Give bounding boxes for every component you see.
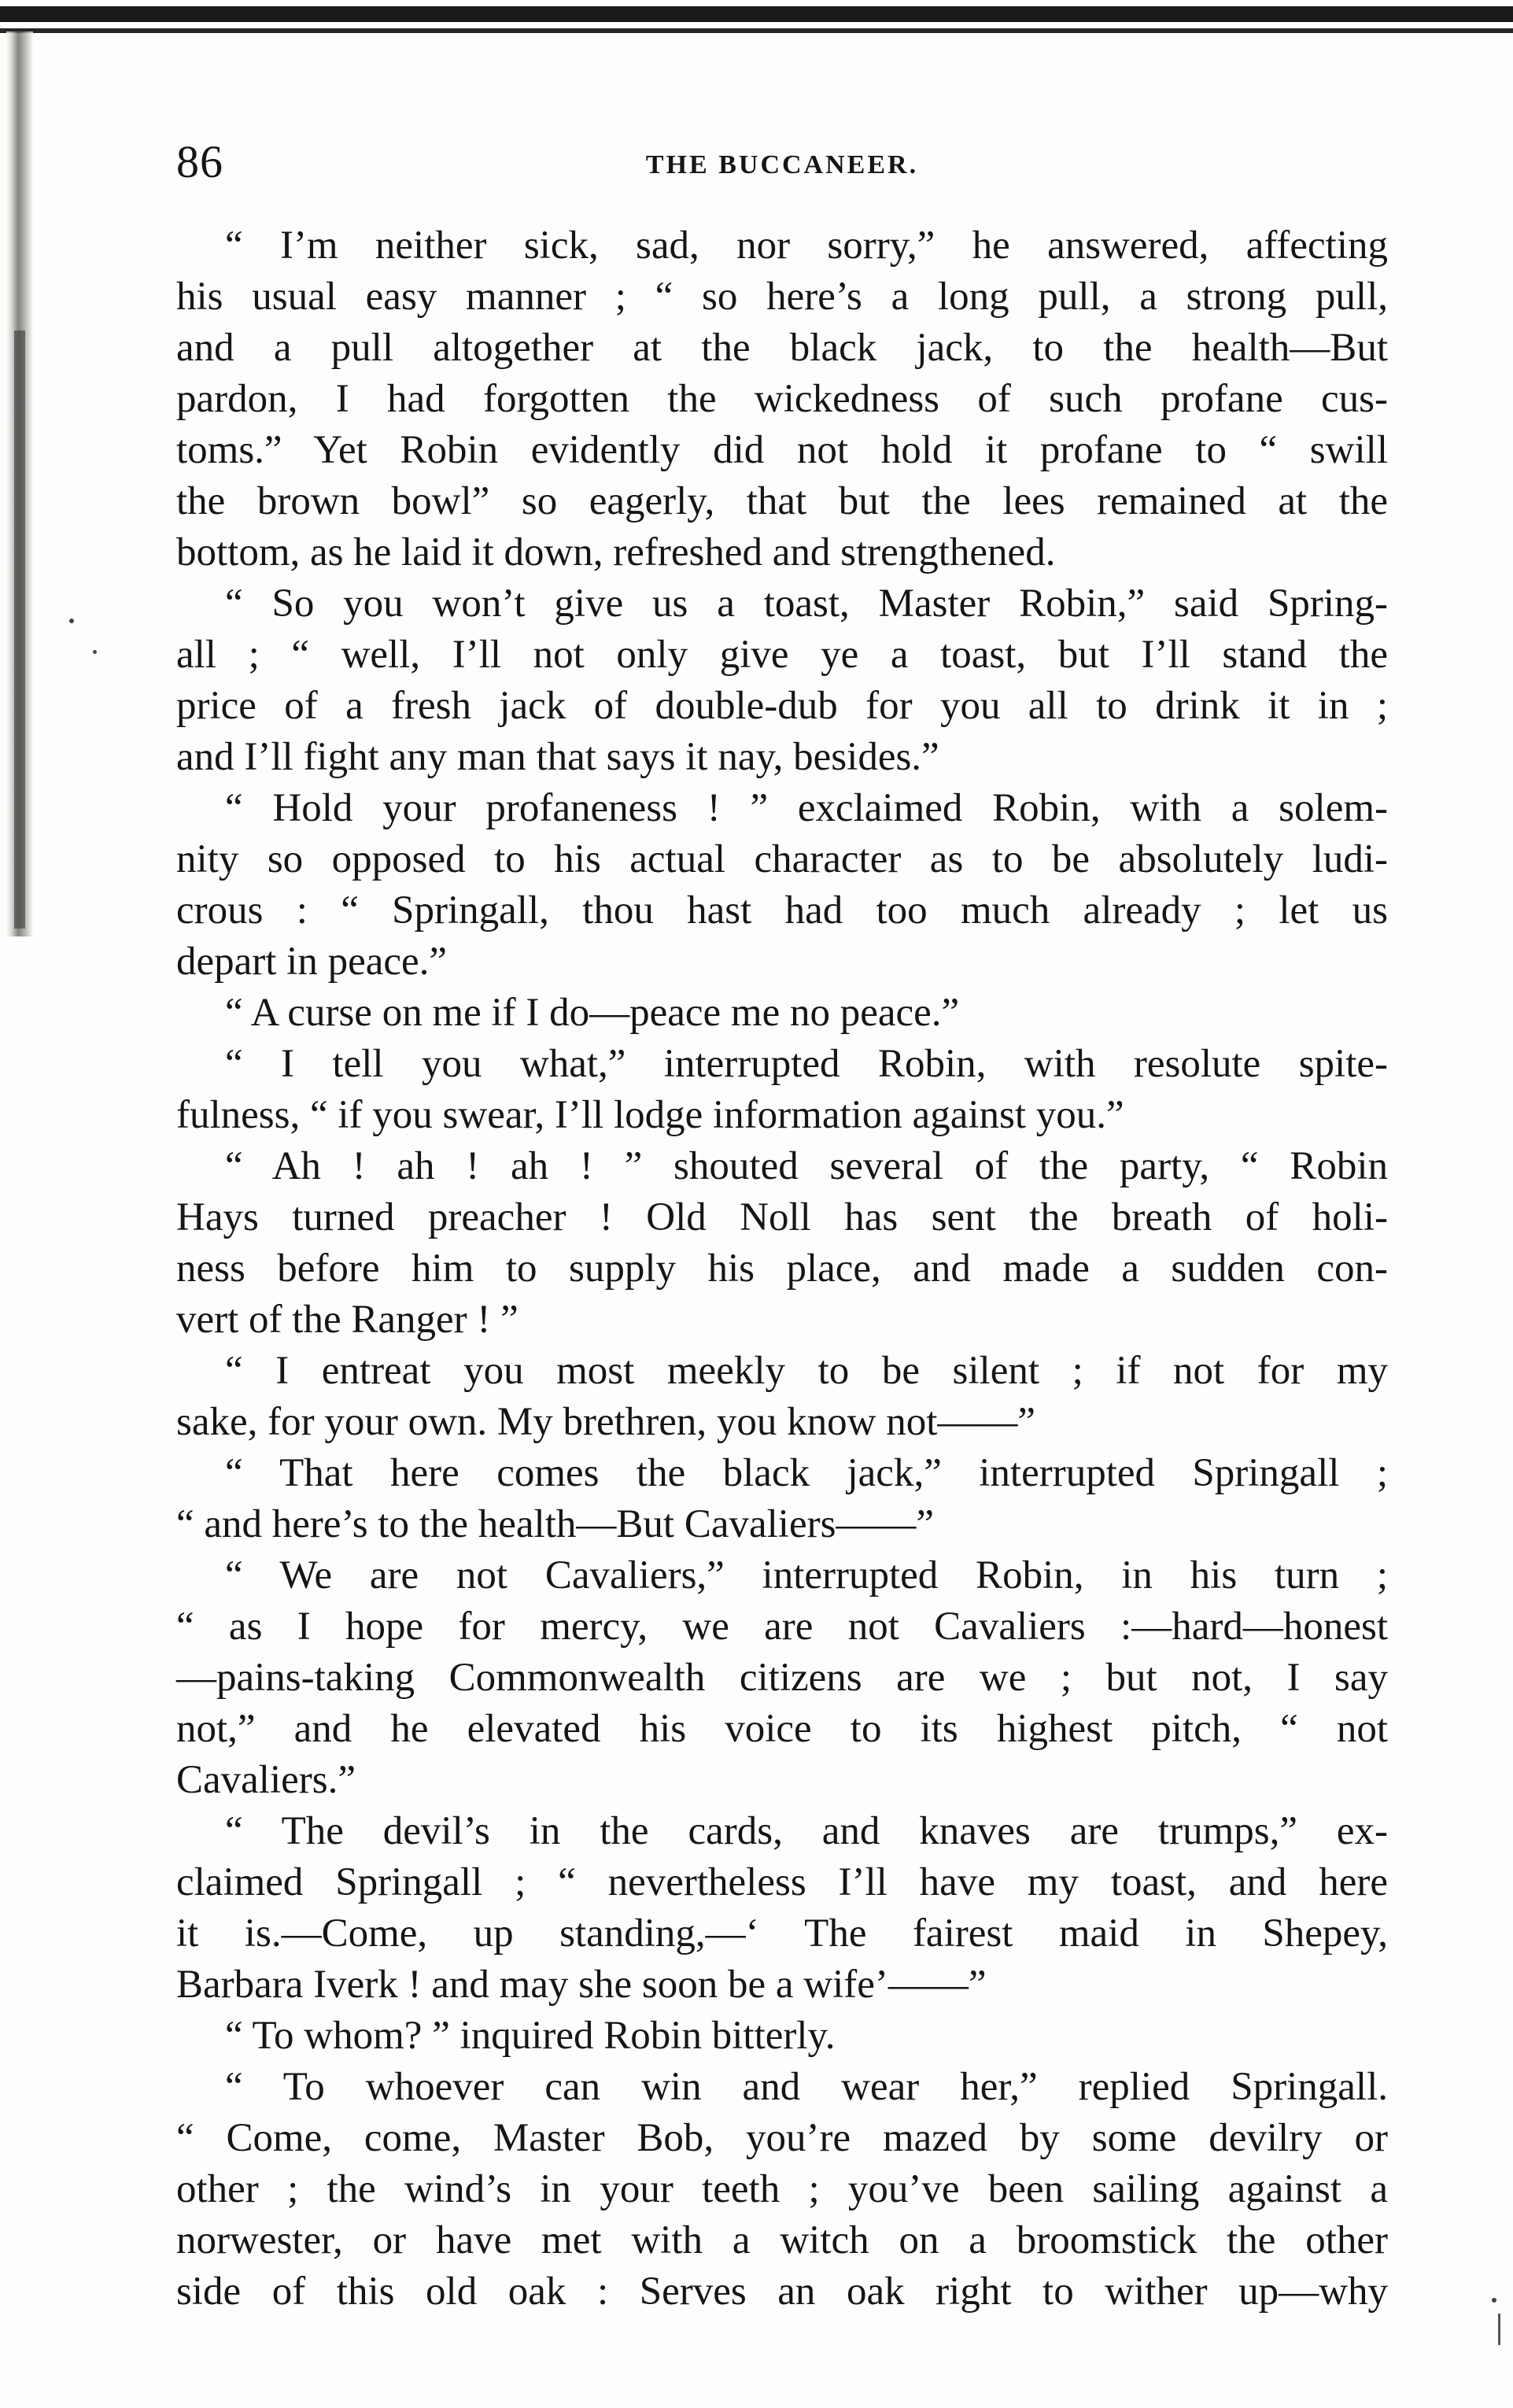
text-line: norwester, or have met with a witch on a broomstick the other [176,2218,1388,2262]
paragraph [176,578,1388,783]
text-line: “ and here’s to the health—But Cavaliers——” [176,1502,935,1546]
body-text [176,220,1388,2318]
text-line: not,” and he elevated his voice to its highest pitch, “ not [176,1707,1388,1751]
scan-top-rule [0,6,1513,22]
scan-speck [93,650,97,654]
text-line: side of this old oak : Serves an oak right to wither up—why [176,2270,1388,2314]
text-line: ness before him to supply his place, and made a sudden con- [176,1246,1388,1291]
page-header [176,131,1388,194]
paragraph [176,1550,1388,1806]
text-line: it is.—Come, up standing,—‘ The fairest maid in Shepey, [176,1911,1388,1956]
scan-speck [1492,2298,1496,2303]
paragraph [176,1346,1388,1448]
paragraph [176,1806,1388,2011]
text-line: “ I tell you what,” interrupted Robin, with resolute spite- [225,1042,1388,1086]
text-line: Barbara Iverk ! and may she soon be a wife’——” [176,1963,987,2007]
text-line: “ Come, come, Master Bob, you’re mazed by some devilry or [176,2116,1388,2160]
scan-speck [69,619,74,623]
text-line: the brown bowl” so eagerly, that but the lees remained at the [176,479,1388,523]
text-line: “ That here comes the black jack,” interrupted Springall ; [225,1451,1388,1495]
text-line: —pains-taking Commonwealth citizens are we ; but not, I say [176,1656,1388,1700]
text-line: depart in peace.” [176,940,448,984]
scan-top-rule-thin [0,28,1513,33]
paragraph [176,2062,1388,2318]
text-line: “ Hold your profaneness ! ” exclaimed Robin, with a solem- [225,786,1388,830]
text-line: and I’ll fight any man that says it nay, besides.” [176,735,939,779]
text-line: fulness, “ if you swear, I’ll lodge information against you.” [176,1093,1124,1137]
text-line: Hays turned preacher ! Old Noll has sent the breath of holi- [176,1195,1388,1239]
page-number: 86 [176,136,223,187]
running-head: THE BUCCANEER. [645,150,919,179]
paragraph [176,220,1388,578]
text-line: his usual easy manner ; “ so here’s a long pull, a strong pull, [176,275,1388,319]
text-line: Cavaliers.” [176,1758,356,1802]
scan-spine-shadow [14,331,25,929]
paragraph [176,1039,1388,1141]
text-line: “ The devil’s in the cards, and knaves are trumps,” ex- [225,1809,1388,1853]
paragraph [176,783,1388,988]
text-line: pardon, I had forgotten the wickedness of such profane cus- [176,377,1388,421]
text-line: vert of the Ranger ! ” [176,1298,518,1342]
text-line: sake, for your own. My brethren, you know not——” [176,1400,1036,1444]
text-line: price of a fresh jack of double-dub for you all to drink it in ; [176,684,1388,728]
text-line: “ We are not Cavaliers,” interrupted Robin, in his turn ; [225,1553,1388,1597]
text-line: toms.” Yet Robin evidently did not hold it profane to “ swill [176,428,1388,472]
text-line: “ as I hope for mercy, we are not Cavaliers :—hard—honest [176,1605,1388,1649]
text-line: “ I entreat you most meekly to be silent ; if not for my [225,1349,1388,1393]
paragraph [176,1141,1388,1346]
text-line: and a pull altogether at the black jack, to the health—But [176,326,1388,370]
scan-edge-mark [1498,2314,1500,2345]
text-line: nity so opposed to his actual character as to be absolutely ludi- [176,837,1388,881]
paragraph [176,988,1388,1039]
text-line: “ A curse on me if I do—peace me no peace.” [225,991,960,1035]
text-line: other ; the wind’s in your teeth ; you’ve been sailing against a [176,2167,1388,2211]
paragraph [176,1448,1388,1550]
text-line: claimed Springall ; “ nevertheless I’ll have my toast, and here [176,1860,1388,1904]
text-line: “ So you won’t give us a toast, Master Robin,” said Spring- [225,582,1388,626]
paragraph [176,2011,1388,2062]
text-line: “ I’m neither sick, sad, nor sorry,” he answered, affecting [225,223,1388,268]
text-line: crous : “ Springall, thou hast had too much already ; let us [176,888,1388,933]
text-line: all ; “ well, I’ll not only give ye a toast, but I’ll stand the [176,633,1388,677]
text-line: bottom, as he laid it down, refreshed and strengthened. [176,530,1056,574]
text-line: “ Ah ! ah ! ah ! ” shouted several of the party, “ Robin [225,1144,1388,1188]
text-line: “ To whom? ” inquired Robin bitterly. [225,2014,836,2058]
text-line: “ To whoever can win and wear her,” replied Springall. [225,2065,1388,2109]
